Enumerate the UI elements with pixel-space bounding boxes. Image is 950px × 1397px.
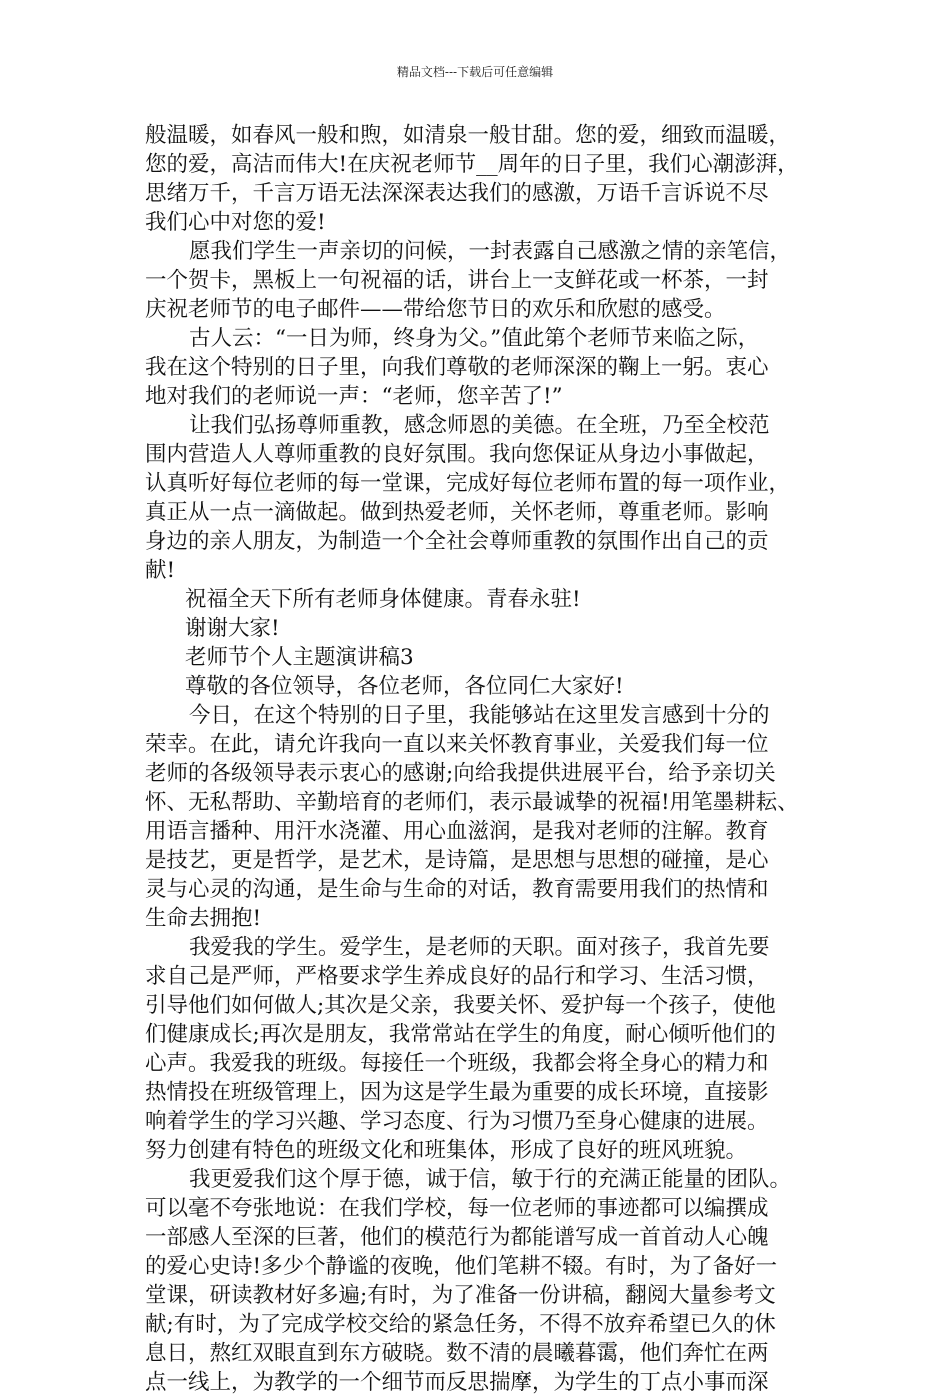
- text-line: 老师的各级领导表示衷心的感谢;向给我提供进展平台，给予亲切关: [145, 761, 776, 786]
- text-line: 堂课，研读教材好多遍;有时，为了准备一份讲稿，翻阅大量参考文: [145, 1283, 776, 1308]
- text-line: 是技艺，更是哲学，是艺术，是诗篇，是思想与思想的碰撞，是心: [145, 848, 769, 873]
- text-line: 认真听好每位老师的每一堂课，完成好每位老师布置的每一项作业，: [145, 471, 791, 496]
- text-line: 真正从一点一滴做起。做到热爱老师，关怀老师，尊重老师。影响: [145, 500, 769, 525]
- text-line: 灵与心灵的沟通，是生命与生命的对话，教育需要用我们的热情和: [145, 877, 769, 902]
- text-line: 地对我们的老师说一声：“老师，您辛苦了!”: [145, 384, 563, 409]
- text-line: 一个贺卡，黑板上一句祝福的话，讲台上一支鲜花或一杯茶，一封: [145, 268, 769, 293]
- text-line: 围内营造人人尊师重教的良好氛围。我向您保证从身边小事做起，: [145, 442, 769, 467]
- text-line: 献!: [145, 558, 176, 583]
- text-line: 怀、无私帮助、辛勤培育的老师们，表示最诚挚的祝福!用笔墨耕耘、: [145, 790, 799, 815]
- text-line: 尊敬的各位领导，各位老师，各位同仁大家好!: [185, 674, 624, 699]
- text-line: 我爱我的学生。爱学生，是老师的天职。面对孩子，我首先要: [189, 935, 770, 960]
- text-line: 祝福全天下所有老师身体健康。青春永驻!: [185, 587, 581, 612]
- text-line: 的爱心史诗!多少个静谧的夜晚，他们笔耕不辍。有时，为了备好一: [145, 1254, 778, 1279]
- text-line: 荣幸。在此，请允许我向一直以来关怀教育事业，关爱我们每一位: [145, 732, 769, 757]
- text-line: 一部感人至深的巨著，他们的模范行为都能谱写成一首首动人心魄: [145, 1225, 769, 1250]
- text-line: 愿我们学生一声亲切的问候，一封表露自己感激之情的亲笔信，: [189, 239, 792, 264]
- text-line: 您的爱，高洁而伟大!在庆祝老师节__周年的日子里，我们心潮澎湃，: [145, 152, 799, 177]
- text-line: 息日，熬红双眼直到东方破晓。数不清的晨曦暮霭，他们奔忙在两: [145, 1341, 769, 1366]
- page-header: 精品文档---下载后可任意编辑: [396, 65, 554, 79]
- text-line: 可以毫不夸张地说：在我们学校，每一位老师的事迹都可以编撰成: [145, 1196, 769, 1221]
- text-line: 般温暖，如春风一般和煦，如清泉一般甘甜。您的爱，细致而温暖，: [145, 123, 791, 148]
- text-line: 身边的亲人朋友，为制造一个全社会尊师重教的氛围作出自己的贡: [145, 529, 769, 554]
- text-line: 努力创建有特色的班级文化和班集体，形成了良好的班风班貌。: [145, 1138, 748, 1163]
- text-line: 生命去拥抱!: [145, 906, 262, 931]
- text-line: 引导他们如何做人;其次是父亲，我要关怀、爱护每一个孩子，使他: [145, 993, 776, 1018]
- text-line: 点一线上，为教学的一个细节而反思揣摩，为学生的丁点小事而深: [145, 1370, 769, 1395]
- text-line: 求自己是严师，严格要求学生养成良好的品行和学习、生活习惯，: [145, 964, 769, 989]
- text-line: 们健康成长;再次是朋友，我常常站在学生的角度，耐心倾听他们的: [145, 1022, 776, 1047]
- text-line: 思绪万千，千言万语无法深深表达我们的感激，万语千言诉说不尽: [145, 181, 769, 206]
- text-line: 响着学生的学习兴趣、学习态度、行为习惯乃至身心健康的进展。: [145, 1109, 769, 1134]
- text-line: 热情投在班级管理上，因为这是学生最为重要的成长环境，直接影: [145, 1080, 769, 1105]
- text-line: 让我们弘扬尊师重教，感念师恩的美德。在全班，乃至全校范: [189, 413, 770, 438]
- text-line: 谢谢大家!: [185, 616, 280, 641]
- text-line: 我更爱我们这个厚于德，诚于信，敏于行的充满正能量的团队。: [189, 1167, 792, 1192]
- text-line: 献;有时，为了完成学校交给的紧急任务，不得不放弃希望已久的休: [145, 1312, 776, 1337]
- text-line: 我们心中对您的爱!: [145, 210, 326, 235]
- text-line: 庆祝老师节的电子邮件——带给您节日的欢乐和欣慰的感受。: [145, 297, 726, 322]
- text-line: 古人云：“一日为师，终身为父。”值此第个老师节来临之际，: [189, 326, 760, 351]
- text-line: 我在这个特别的日子里，向我们尊敬的老师深深的鞠上一躬。衷心: [145, 355, 769, 380]
- text-line: 老师节个人主题演讲稿3: [185, 645, 414, 670]
- text-line: 心声。我爱我的班级。每接任一个班级，我都会将全身心的精力和: [145, 1051, 769, 1076]
- text-line: 今日，在这个特别的日子里，我能够站在这里发言感到十分的: [189, 703, 770, 728]
- text-line: 用语言播种、用汗水浇灌、用心血滋润，是我对老师的注解。教育: [145, 819, 769, 844]
- document-body: [145, 121, 809, 1397]
